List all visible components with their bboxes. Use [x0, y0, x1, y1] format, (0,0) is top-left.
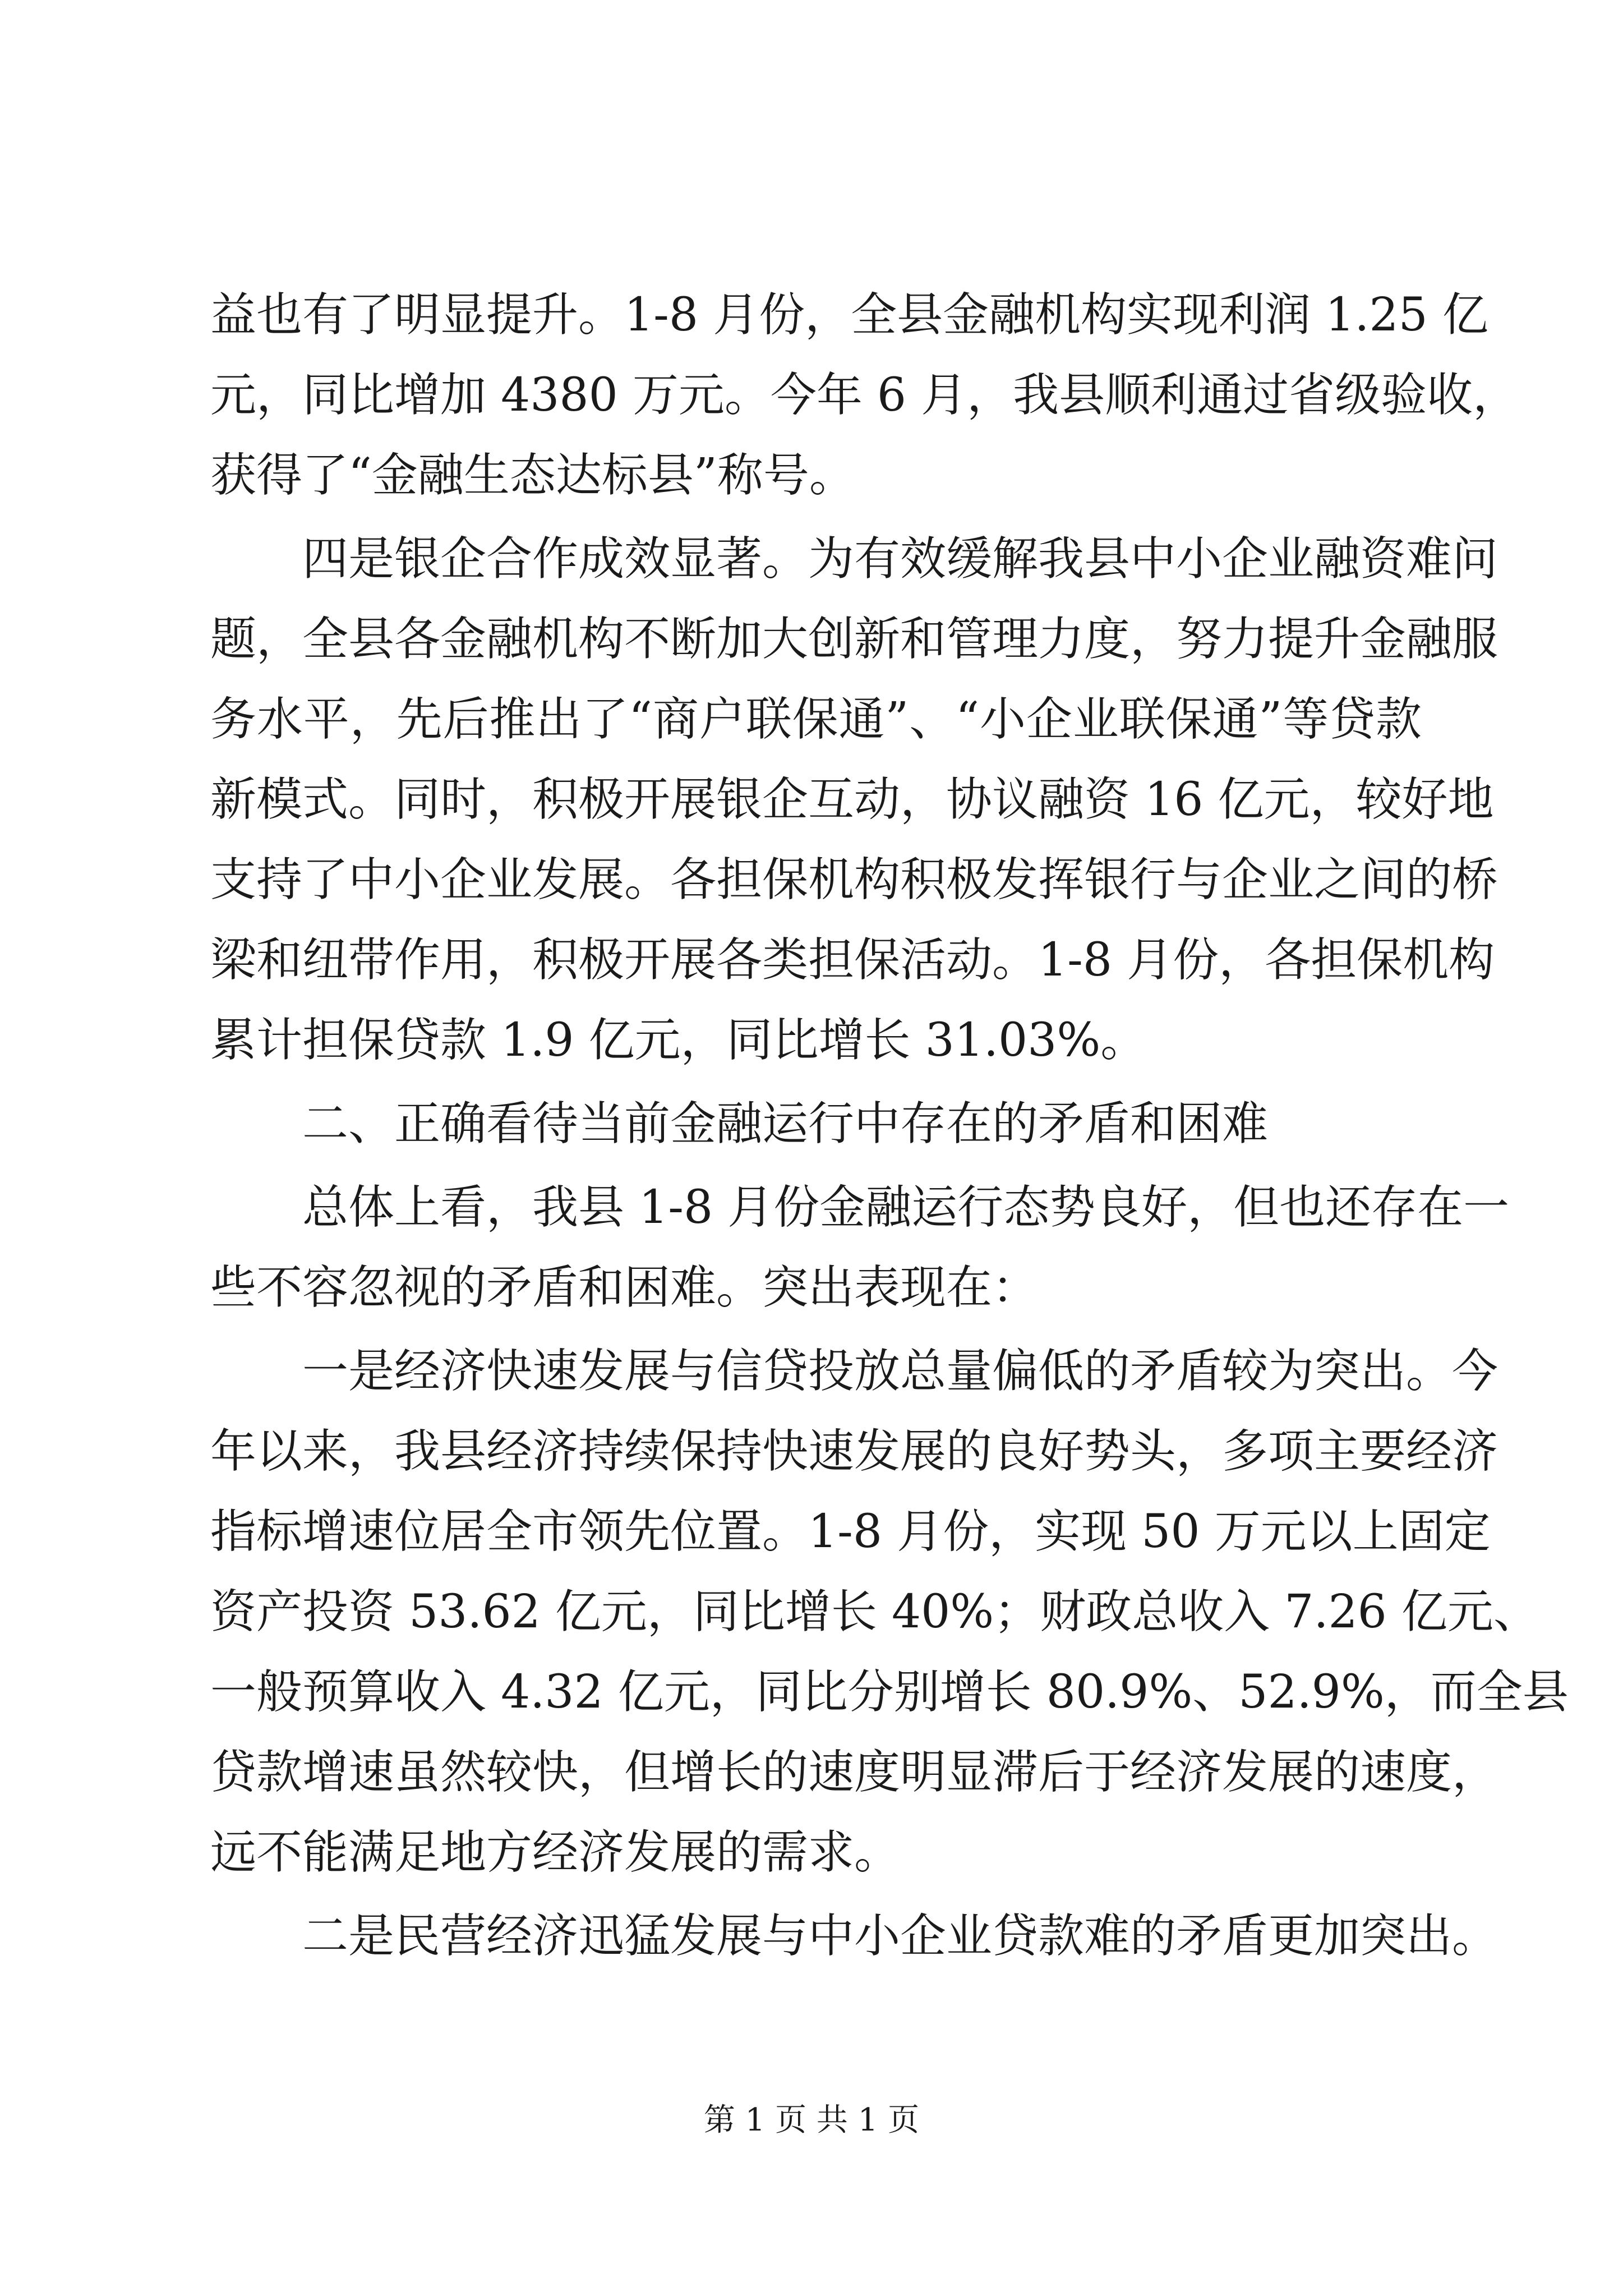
paragraph	[210, 1331, 1569, 1893]
text-line: 二、正确看待当前金融运行中存在的矛盾和困难	[302, 1097, 1269, 1151]
text-line: 题，全县各金融机构不断加大创新和管理力度，努力提升金融服	[210, 613, 1498, 666]
text-line: 年以来，我县经济持续保持快速发展的良好势头，多项主要经济	[210, 1425, 1498, 1478]
text-line: 四是银企合作成效显著。为有效缓解我县中小企业融资难问	[302, 532, 1498, 586]
text-line: 获得了“金融生态达标县”称号。	[210, 449, 855, 502]
text-line: 贷款增速虽然较快，但增长的速度明显滞后于经济发展的速度，	[210, 1746, 1498, 1799]
text-line: 远不能满足地方经济发展的需求。	[210, 1826, 901, 1879]
text-line: 总体上看，我县 1-8 月份金融运行态势良好，但也还存在一	[302, 1181, 1510, 1234]
text-line: 新模式。同时，积极开展银企互动，协议融资 16 亿元，较好地	[210, 773, 1494, 826]
text-line: 梁和纽带作用，积极开展各类担保活动。1-8 月份，各担保机构	[210, 933, 1495, 987]
page-footer: 第 1 页 共 1 页	[703, 2102, 920, 2138]
text-line: 支持了中小企业发展。各担保机构积极发挥银行与企业之间的桥	[210, 853, 1498, 907]
text-line: 资产投资 53.62 亿元，同比增长 40%；财政总收入 7.26 亿元、	[210, 1585, 1539, 1639]
document-body	[210, 275, 1569, 1976]
text-line: 元，同比增加 4380 万元。今年 6 月，我县顺利通过省级验收，	[210, 369, 1519, 422]
text-line: 指标增速位居全市领先位置。1-8 月份，实现 50 万元以上固定	[210, 1505, 1491, 1558]
section-heading	[210, 1084, 1422, 1164]
text-line: 一般预算收入 4.32 亿元，同比分别增长 80.9%、52.9%，而全县	[210, 1665, 1569, 1719]
paragraph	[210, 275, 1519, 516]
text-line: 些不容忽视的矛盾和困难。突出表现在：	[210, 1261, 1039, 1314]
text-line: 累计担保贷款 1.9 亿元，同比增长 31.03%。	[210, 1014, 1147, 1067]
paragraph	[210, 1167, 1510, 1328]
text-line: 一是经济快速发展与信贷投放总量偏低的矛盾较为突出。今	[302, 1345, 1498, 1398]
text-line: 益也有了明显提升。1-8 月份，全县金融机构实现利润 1.25 亿	[210, 288, 1488, 342]
paragraph	[210, 1896, 1498, 1976]
text-line: 务水平，先后推出了“商户联保通”、“小企业联保通”等贷款	[210, 693, 1422, 746]
text-line: 二是民营经济迅猛发展与中小企业贷款难的矛盾更加突出。	[302, 1910, 1498, 1963]
paragraph	[210, 519, 1498, 1080]
